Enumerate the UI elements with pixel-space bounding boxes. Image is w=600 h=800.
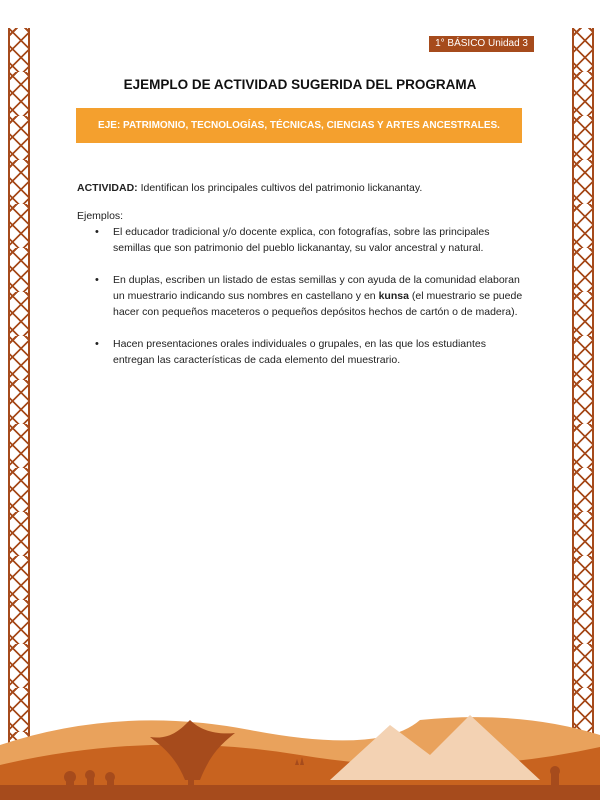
examples-list — [77, 224, 527, 368]
item-text-bold: kunsa — [378, 290, 409, 302]
list-item — [113, 336, 527, 368]
eje-banner — [76, 108, 522, 143]
eje-text: EJE: PATRIMONIO, TECNOLOGÍAS, TÉCNICAS, CIENCIAS Y ARTES ANCESTRALES. — [98, 120, 500, 131]
item-text-after: (el muestrario se puede hacer con pequeños maceteros o pequeños depósitos hechos de cartón o de madera). — [113, 290, 523, 318]
activity-text: Identifican los principales cultivos del patrimonio lickanantay. — [137, 182, 423, 194]
item-text: El educador tradicional y/o docente explica, con fotografías, sobre las principales semillas que son patrimonio del pueblo lickanantay, su valor ancestral y natural. — [113, 226, 490, 254]
examples-label: Ejemplos: — [77, 210, 124, 222]
item-text: Hacen presentaciones orales individuales o grupales, en las que los estudiantes entregan las características de cada elemento del muestrario. — [113, 338, 486, 366]
activity-content — [77, 180, 527, 384]
activity-label: ACTIVIDAD: — [77, 182, 138, 194]
item-text-before: En duplas, escriben un listado de estas semillas y con ayuda de la comunidad elaboran un muestrario indicando sus nombres en castellano y en — [113, 274, 520, 302]
decorative-border-left — [8, 28, 30, 768]
decorative-border-right — [572, 28, 594, 768]
list-item — [113, 272, 527, 320]
unit-badge: 1° BÁSICO Unidad 3 — [429, 36, 534, 52]
landscape-footer-illustration — [0, 685, 600, 800]
activity-line — [77, 180, 527, 196]
list-item — [113, 224, 527, 256]
page-title: EJEMPLO DE ACTIVIDAD SUGERIDA DEL PROGRAMA — [123, 77, 477, 92]
